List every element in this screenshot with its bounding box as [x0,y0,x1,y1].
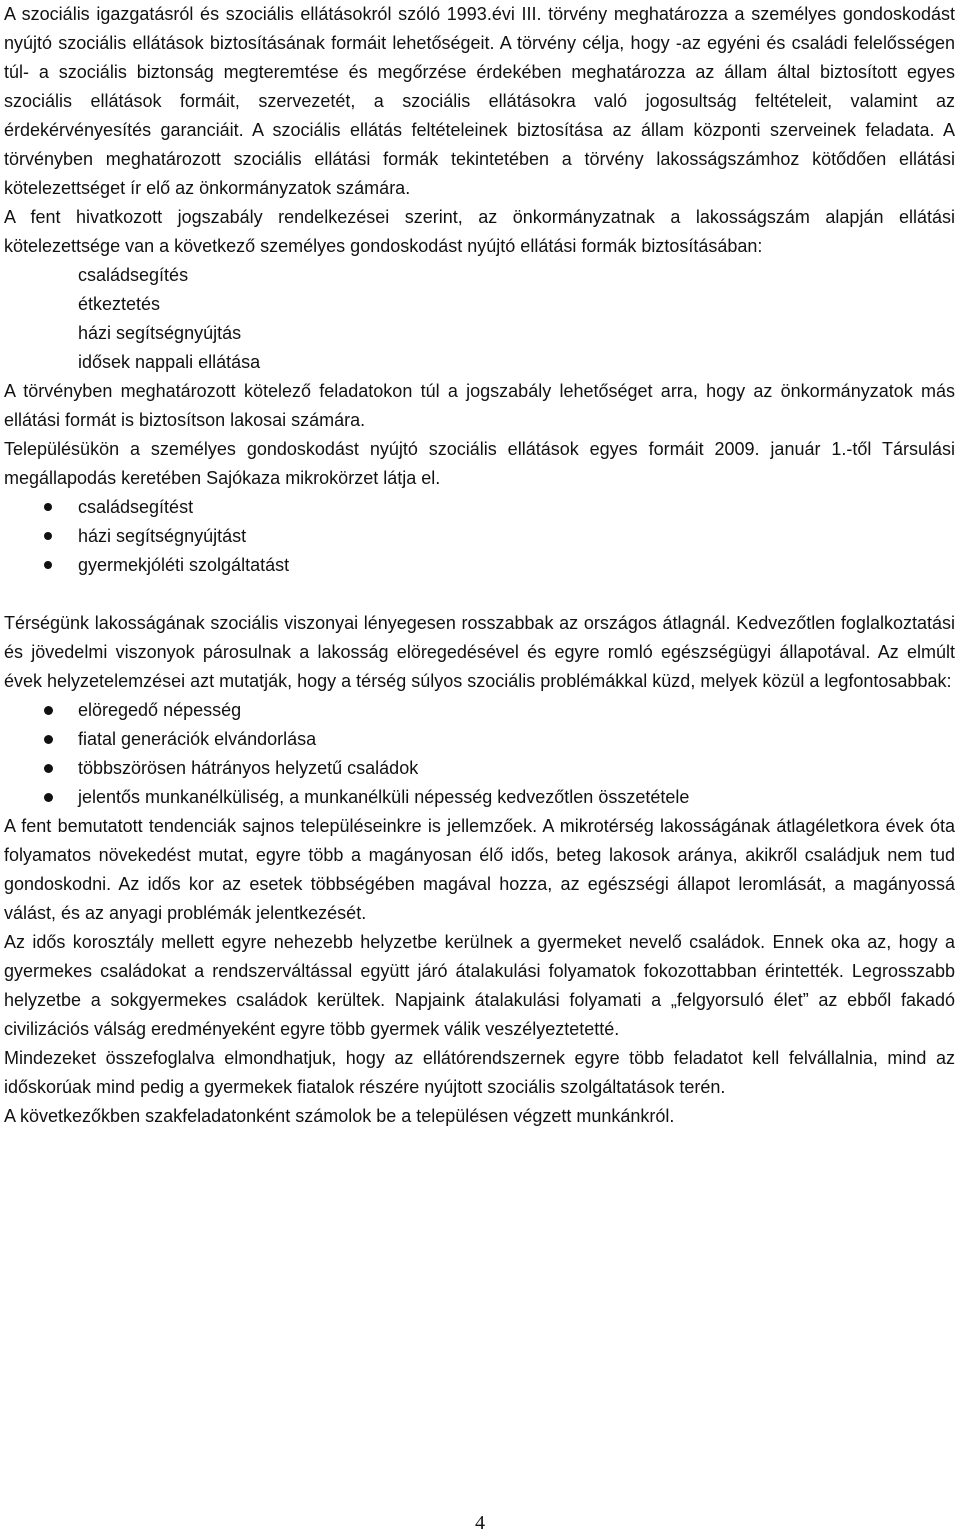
list-item [4,522,955,551]
list-item [4,754,955,783]
list-item [4,493,955,522]
list-item [4,696,955,725]
bullet-icon [44,503,52,511]
list-item-label: többszörösen hátrányos helyzetű családok [78,758,419,778]
bullet-icon [44,764,53,773]
document-page [4,0,955,1131]
list-item: idősek nappali ellátása [78,352,261,372]
list-item-label: családsegítést [78,497,194,517]
closing-paragraph: A következőkben szakfeladatonként számolok be a településen végzett munkánkról. [4,1106,675,1126]
list-item-label: házi segítségnyújtást [78,526,247,546]
bullet-icon [44,532,52,540]
list-item [4,725,955,754]
association-services-list [4,493,955,580]
obligation-paragraph: A fent hivatkozott jogszabály rendelkezései szerint, az önkormányzatnak a lakosságszám alapján ellátási kötelezettsége van a következő személyes gondoskodást nyújtó ellátási formák biztosításában: [4,207,955,256]
list-item-label: gyermekjóléti szolgáltatást [78,555,290,575]
summary-paragraph: Mindezeket összefoglalva elmondhatjuk, hogy az ellátórendszernek egyre több feladatot kell felvállalnia, mind az időskorúak mind pedig a gyermekek fiatalok részére nyújtott szociális szolgáltatások terén. [4,1048,955,1097]
page-number: 4 [475,1512,485,1534]
intro-paragraph: A szociális igazgatásról és szociális ellátásokról szóló 1993.évi III. törvény meghatározza a személyes gondoskodást nyújtó szociális ellátások biztosításának formáit lehetőségeit. A törvény célja, hogy -az egyéni és családi felelősségen túl- a szociális biztonság megteremtése és megőrzése érdekében meghatározza az állam által biztosított egyes szociális ellátások formáit, szervezetét, a szociális ellátásokra való jogosultság feltételeit, valamint az érdekérvényesítés garanciáit. A szociális ellátás feltételeinek biztosítása az állam központi szerveinek feladata. A törvényben meghatározott szociális ellátási formák tekintetében a törvény lakosságszámhoz kötődően ellátási kötelezettséget ír elő az önkormányzatok számára. [4,4,955,198]
list-item: házi segítségnyújtás [78,323,242,343]
bullet-icon [44,706,53,715]
spacer [4,580,955,609]
list-item: családsegítés [78,265,189,285]
list-item [4,551,955,580]
problems-intro-paragraph: Térségünk lakosságának szociális viszonyai lényegesen rosszabbak az országos átlagnál. Kedvezőtlen foglalkoztatási és jövedelmi viszonyok párosulnak a lakosság elöregedésével és egyre romló egészségügyi állapotával. Az elmúlt évek helyzetelemzései azt mutatják, hogy a térség súlyos szociális problémákkal küzd, melyek közül a legfontosabbak: [4,613,955,691]
bullet-icon [44,793,53,802]
optional-services-paragraph: A törvényben meghatározott kötelező feladatokon túl a jogszabály lehetőséget arra, hogy az önkormányzatok más ellátási formát is biztosítson lakosai számára. [4,381,955,430]
list-item-label: fiatal generációk elvándorlása [78,729,317,749]
list-item: étkeztetés [78,294,161,314]
bullet-icon [44,561,52,569]
list-item-label: elöregedő népesség [78,700,242,720]
bullet-icon [44,735,53,744]
problems-list [4,696,955,812]
mandatory-services-list [4,261,955,377]
tendencies-paragraph: A fent bemutatott tendenciák sajnos településeinkre is jellemzőek. A mikrotérség lakosságának átlagéletkora évek óta folyamatos növekedést mutat, egyre több a magányosan élő idős, beteg lakosok aránya, akikről családjuk nem tud gondoskodni. Az idős kor az esetek többségében magával hozza, az egészségi állapot leromlását, a magányossá válást, és az anyagi problémák jelentkezését. [4,816,955,923]
association-paragraph: Településükön a személyes gondoskodást nyújtó szociális ellátások egyes formáit 2009. január 1.-től Társulási megállapodás keretében Sajókaza mikrokörzet látja el. [4,439,955,488]
list-item [4,783,955,812]
list-item-label: jelentős munkanélküliség, a munkanélküli népesség kedvezőtlen összetétele [78,787,690,807]
families-paragraph: Az idős korosztály mellett egyre nehezebb helyzetbe kerülnek a gyermeket nevelő családok. Ennek oka az, hogy a gyermekes családokat a rendszerváltással együtt járó átalakulási folyamatok fokozottabban érintették. Legrosszabb helyzetbe a sokgyermekes családok kerültek. Napjaink átalakulási folyamati a „felgyorsuló élet” az ebből fakadó civilizációs válság eredményeként egyre több gyermek válik veszélyeztetetté. [4,932,955,1039]
